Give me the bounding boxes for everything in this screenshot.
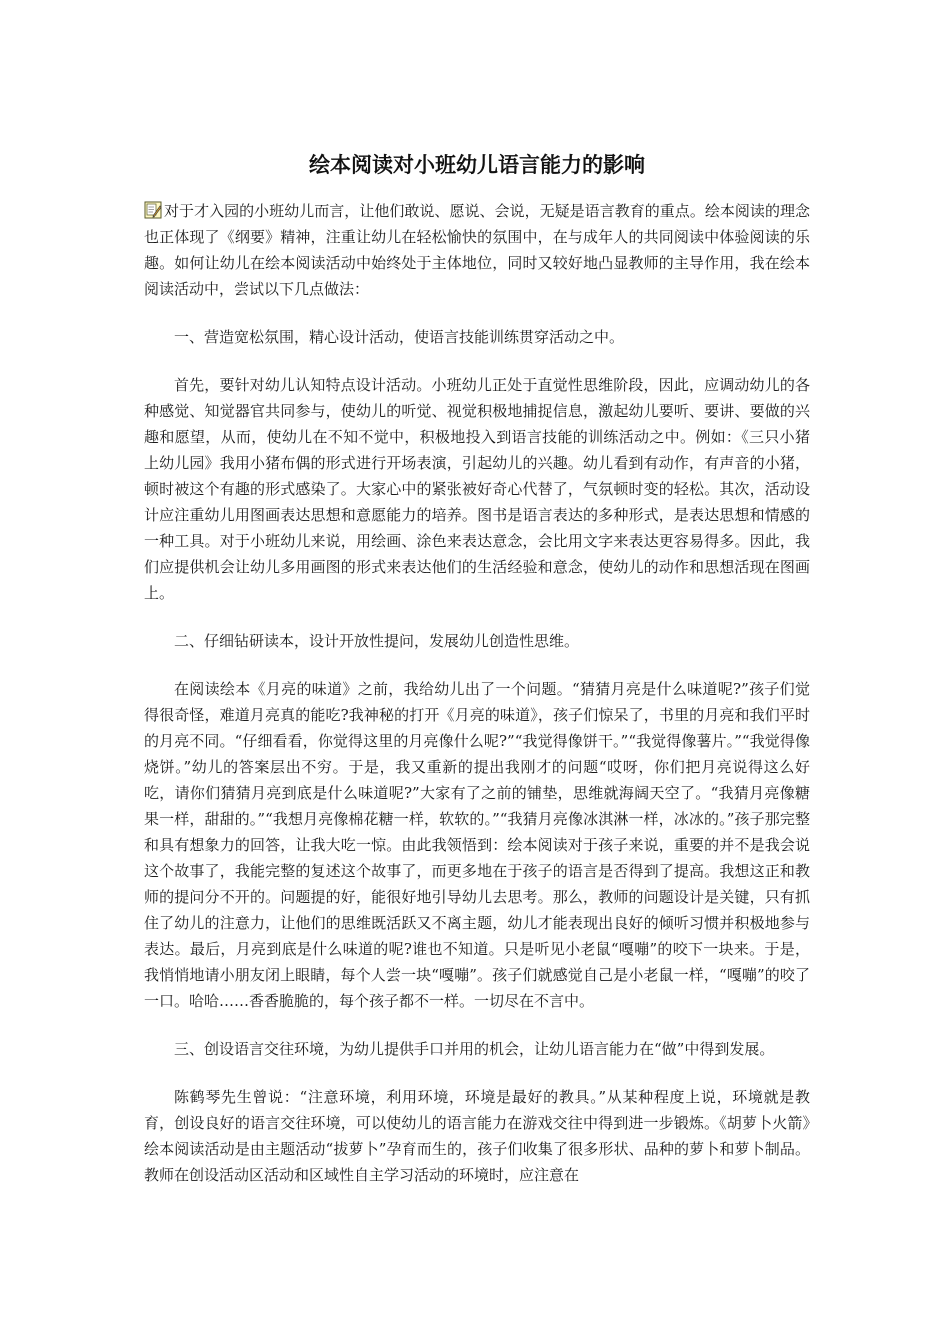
document-title: 绘本阅读对小班幼儿语言能力的影响 <box>309 153 645 177</box>
intro-text: 对于才入园的小班幼儿而言，让他们敢说、愿说、会说，无疑是语言教育的重点。绘本阅读的理念也正体现了《纲要》精神，注重让幼儿在轻松愉快的氛围中，在与成年人的共同阅读中体验阅读的乐趣。如何让幼儿在绘本阅读活动中始终处于主体地位，同时又较好地凸显教师的主导作用，我在绘本阅读活动中，尝试以下几点做法： <box>144 202 810 298</box>
section-heading-1: 一、营造宽松氛围，精心设计活动，使语言技能训练贯穿活动之中。 <box>174 328 625 346</box>
section-body-1: 首先，要针对幼儿认知特点设计活动。小班幼儿正处于直觉性思维阶段，因此，应调动幼儿的各种感觉、知觉器官共同参与，使幼儿的听觉、视觉积极地捕捉信息，激起幼儿要听、要讲、要做的兴趣和愿望，从而，使幼儿在不知不觉中，积极地投入到语言技能的训练活动之中。例如：《三只小猪上幼儿园》我用小猪布偶的形式进行开场表演，引起幼儿的兴趣。幼儿看到有动作，有声音的小猪，顿时被这个有趣的形式感染了。大家心中的紧张被好奇心代替了，气氛顿时变的轻松。其次，活动设计应注重幼儿用图画表达思想和意愿能力的培养。图书是语言表达的多种形式，是表达思想和情感的一种工具。对于小班幼儿来说，用绘画、涂色来表达意念，会比用文字来表达更容易得多。因此，我们应提供机会让幼儿多用画图的形式来表达他们的生活经验和意念，使幼儿的动作和思想活现在图画上。 <box>144 376 810 602</box>
document-pencil-icon <box>144 201 162 219</box>
section-heading-2: 二、仔细钻研读本，设计开放性提问，发展幼儿创造性思维。 <box>174 632 580 650</box>
section-heading-3: 三、创设语言交往环境，为幼儿提供手口并用的机会，让幼儿语言能力在“做”中得到发展。 <box>174 1040 775 1058</box>
document-page <box>144 150 810 1188</box>
section-body-2: 在阅读绘本《月亮的味道》之前，我给幼儿出了一个问题。“猜猜月亮是什么味道呢?”孩子们觉得很奇怪，难道月亮真的能吃?我神秘的打开《月亮的味道》，孩子们惊呆了，书里的月亮和我们平时的月亮不同。“仔细看看，你觉得这里的月亮像什么呢?”“我觉得像饼干。”“我觉得像薯片。”“我觉得像烧饼。”幼儿的答案层出不穷。于是，我又重新的提出我刚才的问题“哎呀，你们把月亮说得这么好吃，请你们猜猜月亮到底是什么味道呢?”大家有了之前的铺垫，思维就海阔天空了。“我猜月亮像糖果一样，甜甜的。”“我想月亮像棉花糖一样，软软的。”“我猜月亮像冰淇淋一样，冰冰的。”孩子那完整和具有想象力的回答，让我大吃一惊。由此我领悟到：绘本阅读对于孩子来说，重要的并不是我会说这个故事了，我能完整的复述这个故事了，而更多地在于孩子的语言是否得到了提高。我想这正和教师的提问分不开的。问题提的好，能很好地引导幼儿去思考。那么，教师的问题设计是关键，只有抓住了幼儿的注意力，让他们的思维既活跃又不离主题，幼儿才能表现出良好的倾听习惯并积极地参与表达。最后，月亮到底是什么味道的呢?谁也不知道。只是听见小老鼠“嘎嘣”的咬下一块来。于是，我悄悄地请小朋友闭上眼睛，每个人尝一块“嘎嘣”。孩子们就感觉自己是小老鼠一样，“嘎嘣”的咬了一口。哈哈……香香脆脆的，每个孩子都不一样。一切尽在不言中。 <box>144 680 810 1010</box>
intro-paragraph <box>144 198 810 302</box>
section-body-3: 陈鹤琴先生曾说：“注意环境，利用环境，环境是最好的教具。”从某种程度上说，环境就是教育，创设良好的语言交往环境，可以使幼儿的语言能力在游戏交往中得到进一步锻炼。《胡萝卜火箭》绘本阅读活动是由主题活动“拔萝卜”孕育而生的，孩子们收集了很多形状、品种的萝卜和萝卜制品。教师在创设活动区活动和区域性自主学习活动的环境时，应注意在 <box>144 1088 810 1184</box>
